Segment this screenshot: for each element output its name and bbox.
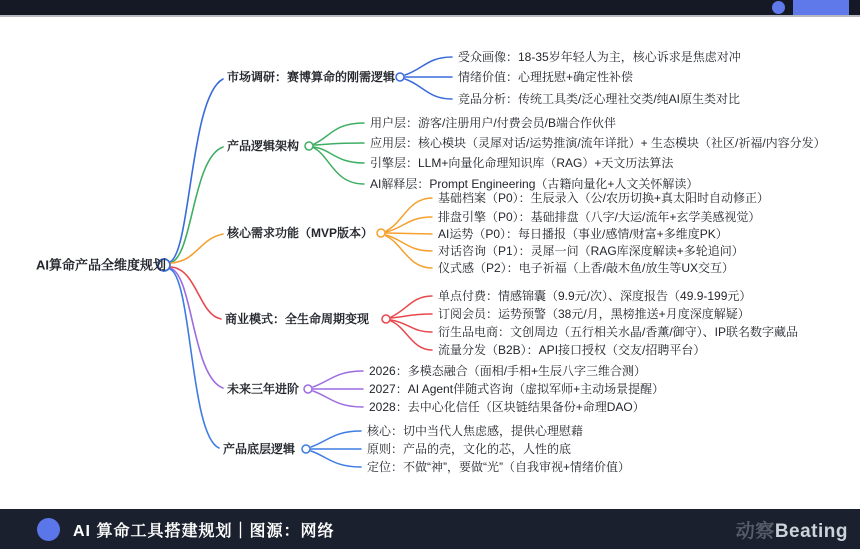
- link-b3-c3: [386, 233, 432, 234]
- branch-6-label[interactable]: 产品底层逻辑: [223, 442, 296, 456]
- brand-logo: [736, 516, 848, 543]
- link-b1-c3: [405, 79, 452, 99]
- branch-2-child-1[interactable]: 用户层：游客/注册用户/付费会员/B端合作伙伴: [370, 116, 617, 130]
- link-root-branch-6: [170, 269, 219, 448]
- branch-6-child-2[interactable]: 原则：产品的壳，文化的芯，人性的底: [367, 442, 572, 456]
- branch-4-label[interactable]: 商业模式：全生命周期变现: [225, 312, 370, 326]
- branch-4-child-2[interactable]: 订阅会员：运势预警（38元/月，黑榜推送+月度深度解疑）: [438, 307, 750, 321]
- link-b6-c3: [311, 451, 361, 467]
- branch-1-child-3[interactable]: 竞品分析：传统工具类/泛心理社交类/纯AI原生类对比: [458, 92, 741, 106]
- branch-5-child-3[interactable]: 2028：去中心化信任（区块链结果备份+命理DAO）: [369, 400, 645, 414]
- branch-4-child-3[interactable]: 衍生品电商：文创周边（五行相关水晶/香薰/御守）、IP联名数字藏品: [438, 325, 799, 339]
- branch-6-collapse-circle[interactable]: [302, 445, 310, 453]
- branch-3-collapse-circle[interactable]: [377, 229, 385, 237]
- branch-2-child-3[interactable]: 引擎层：LLM+向量化命理知识库（RAG）+天文历法算法: [370, 156, 674, 170]
- branch-4-child-4[interactable]: 流量分发（B2B）：API接口授权（交友/招聘平台）: [438, 343, 706, 357]
- link-b4-c2: [391, 314, 432, 318]
- branch-6-child-3[interactable]: 定位：不做“神”，要做“光”（自我审视+情绪价值）: [367, 460, 630, 474]
- link-b3-c5: [386, 236, 432, 268]
- branch-4-collapse-circle[interactable]: [382, 315, 390, 323]
- link-b3-c1: [386, 198, 432, 231]
- footer-bar: [0, 509, 860, 549]
- branch-1-child-2[interactable]: 情绪价值：心理抚慰+确定性补偿: [458, 70, 634, 84]
- branch-3-child-4[interactable]: 对话咨询（P1）：灵犀一问（RAG库深度解读+多轮追问）: [438, 244, 744, 258]
- branch-4-child-1[interactable]: 单点付费：情感锦囊（9.9元/次）、深度报告（49.9-199元）: [438, 289, 752, 303]
- link-b2-c4: [314, 148, 364, 184]
- footer-accent-dot-icon: [37, 518, 60, 541]
- branch-2-child-4[interactable]: AI解释层：Prompt Engineering（古籍向量化+人文关怀解读）: [370, 177, 699, 191]
- branch-1-child-1[interactable]: 受众画像：18-35岁年轻人为主，核心诉求是焦虑对冲: [458, 50, 741, 64]
- link-b3-c2: [386, 217, 432, 232]
- link-b4-c4: [391, 321, 432, 350]
- branch-3-child-5[interactable]: 仪式感（P2）：电子祈福（上香/敲木鱼/放生等UX交互）: [438, 261, 735, 275]
- branch-2-child-2[interactable]: 应用层：核心模块（灵犀对话/运势推演/流年详批）+ 生态模块（社区/祈福/内容分发）: [370, 136, 826, 150]
- branch-3-child-1[interactable]: 基础档案（P0）：生辰录入（公/农历切换+真太阳时自动修正）: [438, 191, 770, 205]
- branch-2-collapse-circle[interactable]: [305, 142, 313, 150]
- link-b5-c3: [313, 391, 363, 407]
- link-b4-c3: [391, 320, 432, 332]
- footer-title: AI 算命工具搭建规划｜图源：网络: [73, 522, 335, 540]
- branch-3-child-3[interactable]: AI运势（P0）：每日播报（事业/感情/财富+多维度PK）: [438, 227, 728, 241]
- branch-1-label[interactable]: 市场调研：赛博算命的刚需逻辑: [227, 70, 396, 84]
- branch-2-label[interactable]: 产品逻辑架构: [227, 139, 300, 153]
- branch-1-collapse-circle[interactable]: [396, 73, 404, 81]
- brand-logo-en: Beating: [774, 520, 848, 542]
- link-b5-c1: [313, 371, 363, 387]
- link-b2-c1: [314, 123, 364, 144]
- link-b2-c2: [314, 143, 364, 145]
- link-root-branch-5: [170, 268, 223, 388]
- link-root-branch-1: [170, 79, 223, 262]
- link-b1-c1: [405, 57, 452, 75]
- branch-3-child-2[interactable]: 排盘引擎（P0）：基础排盘（八字/大运/流年+玄学美感视觉）: [438, 210, 761, 224]
- brand-logo-cn: 动察: [735, 520, 775, 542]
- link-b3-c4: [386, 235, 432, 251]
- link-b6-c1: [311, 431, 361, 447]
- branch-5-label[interactable]: 未来三年进阶: [227, 382, 300, 396]
- branch-5-collapse-circle[interactable]: [304, 385, 312, 393]
- link-root-branch-2: [170, 147, 223, 263]
- branch-3-label[interactable]: 核心需求功能（MVP版本）: [227, 226, 374, 240]
- root-node[interactable]: AI算命产品全维度规划: [36, 257, 167, 273]
- branch-6-child-1[interactable]: 核心：切中当代人焦虑感，提供心理慰藉: [367, 424, 584, 438]
- branch-5-child-1[interactable]: 2026：多模态融合（面相/手相+生辰八字三维合测）: [369, 364, 647, 378]
- branch-5-child-2[interactable]: 2027：AI Agent伴随式咨询（虚拟军师+主动场景提醒）: [369, 382, 665, 396]
